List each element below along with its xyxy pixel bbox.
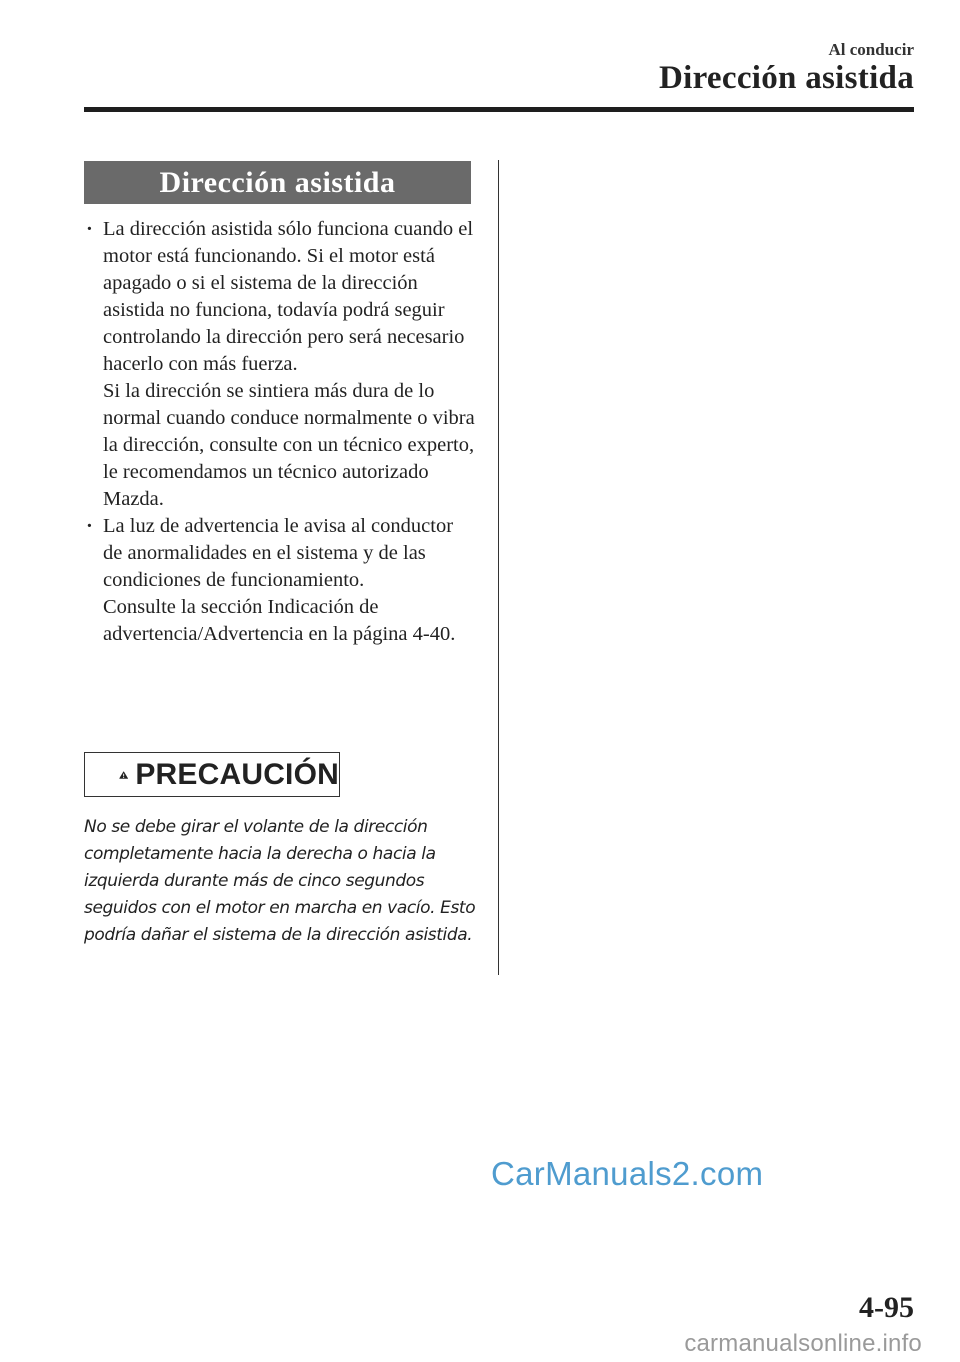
page-number: 4-95	[859, 1291, 914, 1324]
bullet-dot: ·	[86, 218, 93, 240]
paragraph: La dirección asistida sólo funciona cuando el motor está funcionando. Si el motor está apagado o si el sistema de la dirección asistida no funciona, todavía podrá seguir controlando la dirección pero será necesario hacerlo con más fuerza.	[103, 218, 474, 375]
paragraph: Consulte la sección Indicación de advertencia/Advertencia en la página 4-40.	[103, 596, 456, 645]
footer-site: carmanualsonline.info	[684, 1330, 922, 1357]
column-divider	[498, 160, 499, 975]
caution-title: PRECAUCIÓN	[135, 757, 339, 791]
paragraph: La luz de advertencia le avisa al conductor de anormalidades en el sistema y de las condiciones de funcionamiento.	[103, 515, 454, 591]
running-head-chapter: Al conducir	[828, 40, 914, 59]
header-rule	[84, 107, 914, 112]
watermark: CarManuals2.com	[491, 1155, 764, 1192]
bullet-dot: ·	[86, 515, 93, 537]
list-item	[84, 513, 476, 648]
running-head-title: Dirección asistida	[658, 60, 914, 96]
warning-triangle-icon	[119, 758, 128, 792]
paragraph: Si la dirección se sintiera más dura de lo normal cuando conduce normalmente o vibra la dirección, consulte con un técnico experto, le recomendamos un técnico autorizado Mazda.	[103, 380, 475, 510]
list-item	[84, 216, 476, 513]
section-title-banner: Dirección asistida	[84, 161, 471, 204]
bullet-list	[84, 216, 476, 648]
caution-text: No se debe girar el volante de la dirección completamente hacia la derecha o hacia la izquierda durante más de cinco segundos seguidos con el motor en marcha en vacío. Esto podría dañar el sistema de la dirección asistida.	[84, 817, 476, 945]
caution-box	[84, 752, 340, 797]
